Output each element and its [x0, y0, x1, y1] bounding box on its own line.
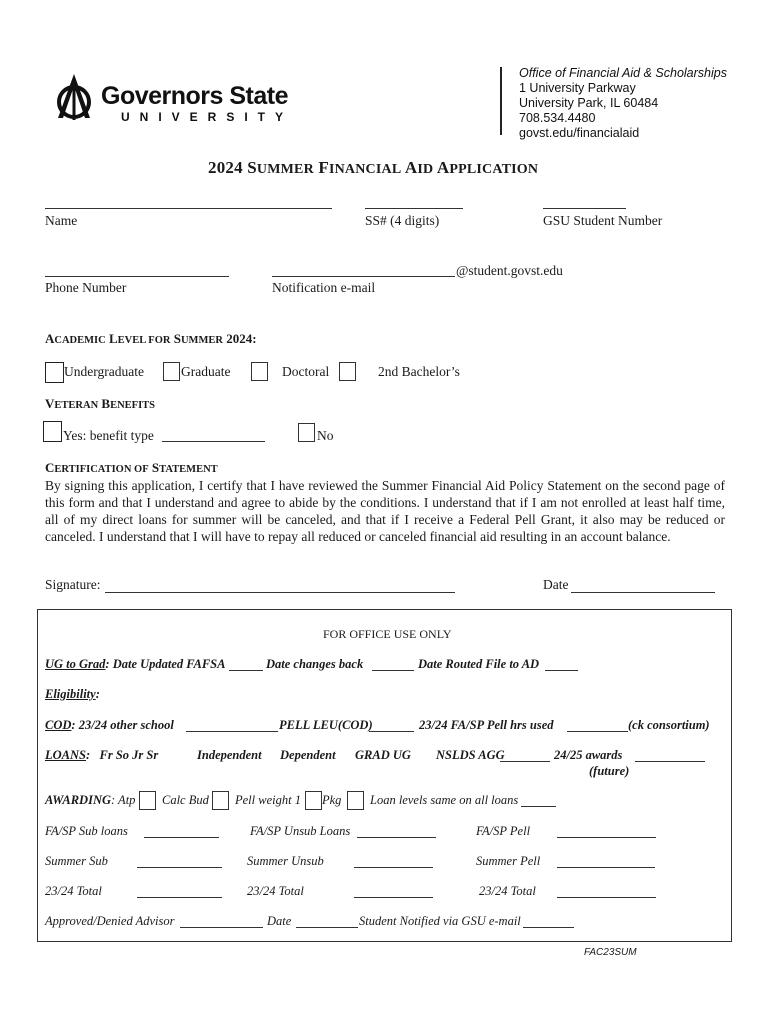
date-changes-label: Date changes back [266, 657, 364, 671]
pell-leu-label: PELL LEU(COD) [279, 718, 373, 732]
doctoral-checkbox[interactable] [251, 362, 268, 381]
total-3-line[interactable] [557, 897, 656, 898]
other-school-line[interactable] [186, 731, 278, 732]
loan-levels-label: Loan levels same on all loans [370, 793, 519, 807]
date-routed-line[interactable] [545, 670, 578, 671]
summer-unsub-line[interactable] [354, 867, 433, 868]
signature-label: Signature: [45, 577, 101, 592]
name-input-line[interactable] [45, 208, 332, 209]
veteran-yes-checkbox[interactable] [43, 421, 62, 442]
undergraduate-label: Undergraduate [64, 364, 144, 379]
pell-weight-label: Pell weight 1 [235, 793, 301, 807]
dependent-label: Dependent [280, 748, 336, 762]
date-label: Date [543, 577, 569, 592]
independent-label: Independent [197, 748, 262, 762]
doctoral-label: Doctoral [282, 364, 330, 379]
date-changes-line[interactable] [372, 670, 414, 671]
veteran-no-checkbox[interactable] [298, 423, 315, 442]
date-routed-label: Date Routed File to AD [418, 657, 540, 671]
awards-line[interactable] [635, 761, 705, 762]
pkg-checkbox[interactable] [347, 791, 364, 810]
awarding-label: AWARDING: Atp [45, 793, 136, 807]
ug-to-grad-row: UG to Grad: Date Updated FAFSA [45, 657, 226, 671]
summer-pell-line[interactable] [557, 867, 655, 868]
eligibility-label: Eligibility: [45, 687, 100, 701]
office-name: Office of Financial Aid & Scholarships [519, 66, 727, 80]
summer-unsub-label: Summer Unsub [247, 854, 324, 868]
office-date-line[interactable] [296, 927, 358, 928]
total-1-line[interactable] [137, 897, 222, 898]
pell-hrs-label: 23/24 FA/SP Pell hrs used [419, 718, 554, 732]
total-2-label: 23/24 Total [247, 884, 304, 898]
signature-input-line[interactable] [105, 592, 455, 593]
calc-bud-label: Calc Bud [162, 793, 209, 807]
fa-sp-unsub-loans-label: FA/SP Unsub Loans [250, 824, 351, 838]
second-bachelors-checkbox[interactable] [339, 362, 356, 381]
office-use-heading: FOR OFFICE USE ONLY [323, 627, 452, 641]
total-3-label: 23/24 Total [479, 884, 536, 898]
pkg-label: Pkg [322, 793, 342, 807]
certification-text: By signing this application, I certify that I have reviewed the Summer Financial Aid Policy Statement on the second page of this form and that I understand and agree to abide by the conditions. I understand that if I am not enrolled at least half time, all of my direct loans for summer will be canceled, and that if I receive a Federal Pell Grant, it also may be reduced or canceled. I understand that I will have to repay all reduced or canceled financial aid resulting in an account balance. [45, 478, 725, 544]
pell-weight-checkbox[interactable] [305, 791, 322, 810]
fa-sp-pell-label: FA/SP Pell [476, 824, 531, 838]
undergraduate-checkbox[interactable] [45, 362, 64, 383]
summer-sub-line[interactable] [137, 867, 222, 868]
name-label: Name [45, 213, 78, 228]
loans-row: LOANS: Fr So Jr Sr [45, 748, 159, 762]
total-2-line[interactable] [354, 897, 433, 898]
certification-heading: CERTIFICATION OF STATEMENT [45, 460, 218, 475]
calc-bud-checkbox[interactable] [212, 791, 229, 810]
atp-checkbox[interactable] [139, 791, 156, 810]
student-number-input-line[interactable] [543, 208, 626, 209]
veteran-yes-label: Yes: benefit type [63, 428, 154, 443]
phone-input-line[interactable] [45, 276, 229, 277]
pell-leu-line[interactable] [369, 731, 414, 732]
cod-row: COD: 23/24 other school [45, 718, 174, 732]
email-input-line[interactable] [272, 276, 455, 277]
ssn-input-line[interactable] [365, 208, 463, 209]
second-bachelors-label: 2nd Bachelor’s [378, 364, 460, 379]
office-date-label: Date [267, 914, 292, 928]
phone-label: Phone Number [45, 280, 127, 295]
logo-subtitle: UNIVERSITY [121, 110, 294, 124]
email-label: Notification e-mail [272, 280, 376, 295]
fa-sp-unsub-loans-line[interactable] [357, 837, 436, 838]
office-address [519, 66, 727, 141]
fa-sp-sub-loans-label: FA/SP Sub loans [45, 824, 128, 838]
student-notified-line[interactable] [523, 927, 574, 928]
header-divider [500, 67, 502, 135]
ck-consortium-label: (ck consortium) [628, 718, 710, 732]
office-website: govst.edu/financialaid [519, 126, 640, 140]
office-city: University Park, IL 60484 [519, 96, 659, 110]
veteran-benefits-heading: VETERAN BENEFITS [45, 396, 156, 411]
academic-level-heading: ACADEMIC LEVEL FOR SUMMER 2024: [45, 331, 257, 346]
approved-advisor-line[interactable] [180, 927, 263, 928]
grad-ug-label: GRAD UG [355, 748, 411, 762]
gsu-logo-icon [50, 72, 102, 124]
office-phone: 708.534.4480 [519, 111, 596, 125]
total-1-label: 23/24 Total [45, 884, 102, 898]
email-domain: @student.govst.edu [456, 263, 563, 278]
student-notified-label: Student Notified via GSU e-mail [359, 914, 521, 928]
fa-sp-pell-line[interactable] [557, 837, 656, 838]
form-code: FAC23SUM [584, 947, 637, 958]
page-title: 2024 SUMMER FINANCIAL AID APPLICATION [208, 158, 539, 177]
awards-label: 24/25 awards [554, 748, 623, 762]
nslds-line[interactable] [500, 761, 550, 762]
ssn-label: SS# (4 digits) [365, 213, 440, 228]
office-street: 1 University Parkway [519, 81, 636, 95]
loan-levels-line[interactable] [521, 806, 556, 807]
fa-sp-sub-loans-line[interactable] [144, 837, 219, 838]
nslds-label: NSLDS AGG [436, 748, 505, 762]
logo-name: Governors State [101, 82, 289, 110]
date-input-line[interactable] [571, 592, 715, 593]
benefit-type-input-line[interactable] [162, 441, 265, 442]
veteran-no-label: No [317, 428, 334, 443]
summer-sub-label: Summer Sub [45, 854, 108, 868]
future-label: (future) [589, 764, 630, 778]
graduate-checkbox[interactable] [163, 362, 180, 381]
fafsa-updated-line[interactable] [229, 670, 263, 671]
pell-hrs-line[interactable] [567, 731, 628, 732]
approved-advisor-label: Approved/Denied Advisor [45, 914, 175, 928]
student-number-label: GSU Student Number [543, 213, 663, 228]
graduate-label: Graduate [181, 364, 231, 379]
summer-pell-label: Summer Pell [476, 854, 541, 868]
